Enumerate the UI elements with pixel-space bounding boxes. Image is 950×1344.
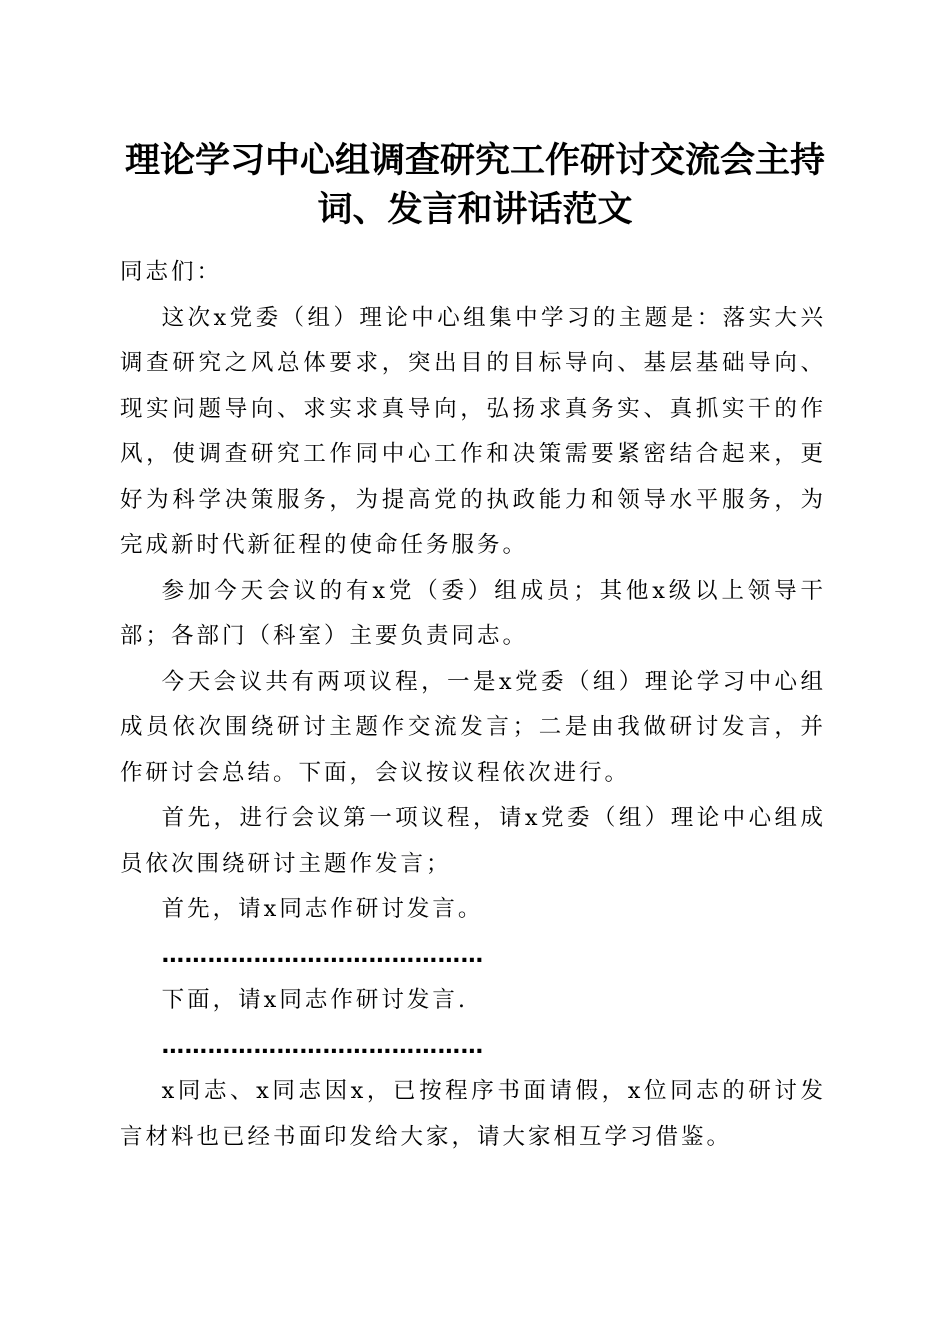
title-line-2: 词、发言和讲话范文 xyxy=(317,189,633,230)
document-body xyxy=(120,250,826,1160)
paragraph-next-speaker: 下面，请x同志作研讨发言. xyxy=(161,987,468,1013)
ellipsis-line: …………………………………… xyxy=(161,1032,484,1059)
paragraph-first-item: 首先，进行会议第一项议程，请x党委（组）理论中心组成员依次围绕研讨主题作发言； xyxy=(120,805,826,877)
title-line-1: 理论学习中心组调查研究工作研讨交流会主持 xyxy=(124,140,825,181)
paragraph-leave-note: x同志、x同志因x，已按程序书面请假，x位同志的研讨发言材料也已经书面印发给大家，请大家相互学习借鉴。 xyxy=(120,1078,826,1150)
document-title xyxy=(100,136,850,234)
paragraph-theme: 这次x党委（组）理论中心组集中学习的主题是：落实大兴调查研究之风总体要求，突出目的目标导向、基层基础导向、现实问题导向、求实求真导向，弘扬求真务实、真抓实干的作风，使调查研究工作同中心工作和决策需要紧密结合起来，更好为科学决策服务，为提高党的执政能力和领导水平服务，为完成新时代新征程的使命任务服务。 xyxy=(120,304,826,558)
paragraph-attendees: 参加今天会议的有x党（委）组成员；其他x级以上领导干部；各部门（科室）主要负责同志。 xyxy=(120,577,826,649)
ellipsis-line: …………………………………… xyxy=(161,941,484,968)
salutation: 同志们： xyxy=(120,259,223,285)
paragraph-agenda: 今天会议共有两项议程，一是x党委（组）理论学习中心组成员依次围绕研讨主题作交流发言；二是由我做研讨发言，并作研讨会总结。下面，会议按议程依次进行。 xyxy=(120,668,826,786)
paragraph-first-speaker: 首先，请x同志作研讨发言。 xyxy=(161,896,484,922)
